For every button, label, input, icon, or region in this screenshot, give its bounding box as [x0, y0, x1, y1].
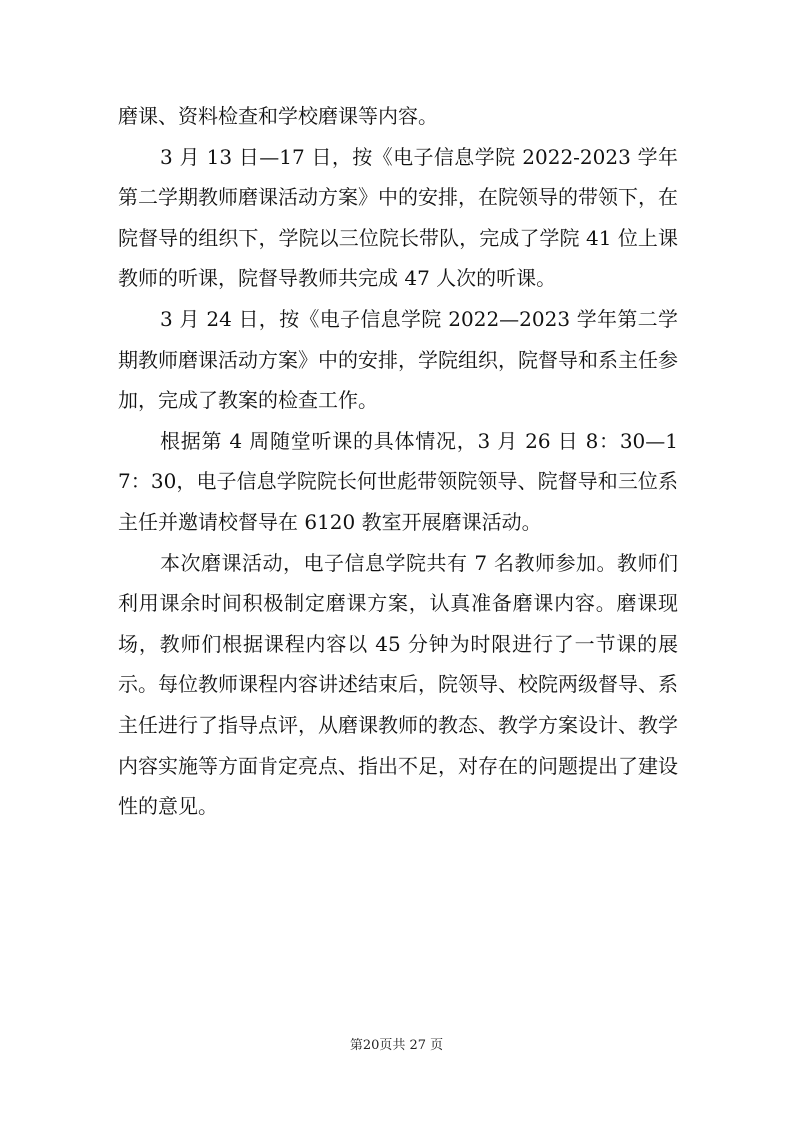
- paragraph-march-24: 3 月 24 日，按《电子信息学院 2022—2023 学年第二学期教师磨课活动方案》中的安排，学院组织，院督导和系主任参加，完成了教案的检查工作。: [118, 306, 678, 413]
- paragraph-march-13-17: 3 月 13 日—17 日，按《电子信息学院 2022-2023 学年第二学期教师磨课活动方案》中的安排，在院领导的带领下，在院督导的组织下，学院以三位院长带队，完成了学院 41 位上课教师的听课，院督导教师共完成 47 人次的听课。: [118, 144, 678, 291]
- document-body: [118, 96, 678, 827]
- paragraph-continuation: 磨课、资料检查和学校磨课等内容。: [118, 104, 438, 128]
- paragraph-march-26: 根据第 4 周随堂听课的具体情况，3 月 26 日 8：30—17：30，电子信息学院院长何世彪带领院领导、院督导和三位系主任并邀请校督导在 6120 教室开展磨课活动。: [118, 428, 678, 534]
- page-number-footer: 第20页共 27 页: [349, 1038, 444, 1053]
- paragraph-activity-summary: 本次磨课活动，电子信息学院共有 7 名教师参加。教师们利用课余时间积极制定磨课方案，认真准备磨课内容。磨课现场，教师们根据课程内容以 45 分钟为时限进行了一节课的展示。每位教师课程内容讲述结束后，院领导、校院两级督导、系主任进行了指导点评，从磨课教师的教态、教学方案设计、教学内容实施等方面肯定亮点、指出不足，对存在的问题提出了建设性的意见。: [118, 550, 678, 819]
